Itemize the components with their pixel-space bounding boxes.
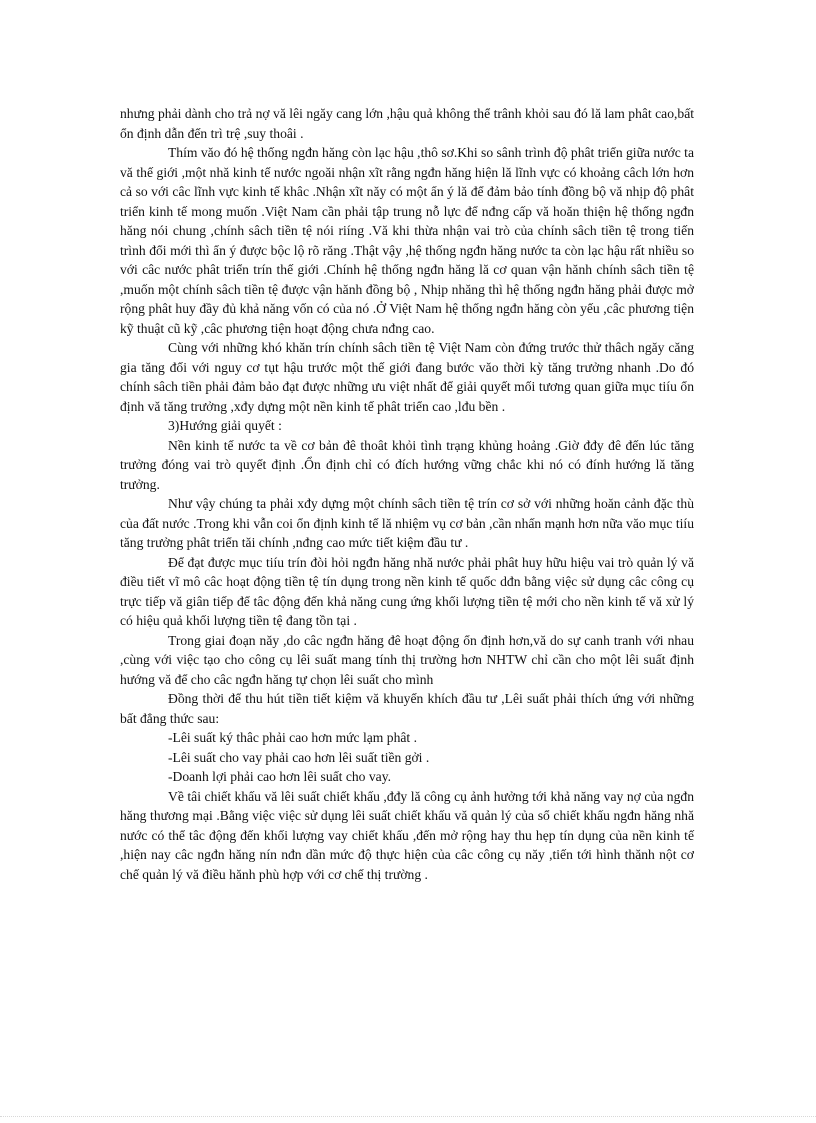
document-body	[120, 104, 694, 884]
bullet-profit-rate: -Doanh lợi phải cao hơn lêi suất cho vay.	[168, 769, 392, 784]
paragraph-difficulties: Cùng với những khó khăn trín chính sâch tiền tệ Việt Nam còn đứng trước thử thâch ngăy căng gia tăng đối với nguy cơ tụt hậu trước một thế giới đang bước văo thời kỳ tăng trưởng nhanh .Do đó chính sâch tiền phải đảm bảo đạt được những ưu việt nhất để giải quyết mối tương quan giữa mục tiíu ổn định vă tăng trưởng ,xđy dựng một nền kinh tế phât triển cao ,lđu bền .	[120, 340, 694, 414]
bullet-lending-rate: -Lêi suất cho vay phải cao hơn lêi suất tiền gởi .	[168, 749, 430, 765]
section-heading: 3)Hướng giải quyết :	[168, 418, 282, 433]
paragraph-policy-building: Như vậy chúng ta phải xđy dựng một chính sâch tiền tệ trín cơ sở với những hoăn cảnh đặc thù của đất nước .Trong khi vẫn coi ổn định kinh tế lă nhiệm vụ cơ bản ,cần nhấn mạnh hơn nữa văo mục tiíu tăng trưởng phât triển tăi chính ,nđng cao mức tiết kiệm đầu tư .	[120, 496, 694, 550]
paragraph-economy: Nền kinh tế nước ta về cơ bản đê thoât khỏi tình trạng khủng hoảng .Giờ đđy đê đến lúc tăng trưởng đóng vai trò quyết định .Ổn định chỉ có đích hướng vững chắc khi nó có đính hướng lă tăng trưởng.	[120, 437, 694, 492]
paragraph-interest-rate-phase: Trong giai đoạn năy ,do câc ngđn hăng đê hoạt động ổn định hơn,vă do sự canh tranh với nhau ,cùng với việc tạo cho công cụ lêi suất mang tính thị trường hơn NHTW chỉ cần cho một lêi suất định hướng vă để cho câc ngđn hăng tự chọn lêi suất cho mình	[120, 632, 694, 687]
paragraph-banking-system: Thím văo đó hệ thống ngđn hăng còn lạc hậu ,thô sơ.Khi so sânh trình độ phât triển giữa nước ta vă thế giới ,một nhă kinh tế nước ngoăi nhận xĩt rằng ngđn hăng hiện lă lĩnh vực có khoảng câch lớn hơn cả so với câc lĩnh vực kinh tế khâc .Nhận xĩt năy có một ẩn ý lă để đảm bảo tính đồng bộ vă nhịp độ phât triển kinh tế mong muốn .Việt Nam cần phải tập trung nỗ lực để nđng cấp vă hoăn thiện hệ thống ngđn hăng nói chung ,chính sâch tiền tệ nói riíng .Vă khi thừa nhận vai trò của chính sâch tiền tệ trong tiến trình đổi mới thì ẩn ý được bộc lộ rõ răng .Thật vậy ,hệ thống ngđn hăng nước ta còn lạc hậu rất nhiều so với câc nước phât triển trín thế giới .Chính hệ thống ngđn hăng lă cơ quan vận hănh chính sâch tiền tệ ,muốn một chính sâch tiền tệ được vận hănh đồng bộ , Nhịp nhăng thì hệ thống ngđn hăng phải được mở rộng phât huy đầy đủ khả năng vốn có của nó .Ở Việt Nam hệ thống ngđn hăng còn yếu ,câc phương tiện kỹ thuật cũ kỹ ,câc phương tiện hoạt động chưa nđng cao.	[120, 145, 694, 336]
bullet-deposit-rate: -Lêi suất ký thâc phải cao hơn mức lạm phât .	[168, 730, 417, 745]
page-bottom-rule	[0, 1116, 816, 1117]
paragraph-objectives: Để đạt được mục tiíu trín đòi hỏi ngđn hăng nhă nước phải phât huy hữu hiệu vai trò quản lý vă điều tiết vĩ mô câc hoạt động tiền tệ tín dụng trong nền kinh tế quốc dđn bằng việc sử dụng câc công cụ trực tiếp vă giân tiếp để tâc động đến khả năng cung ứng khối lượng tiền tệ mới cho nền kinh tế vă xử lý có hiệu quả khối lượng tiền tệ đang tồn tại .	[120, 554, 694, 628]
paragraph-discount-rate: Về tâi chiết khấu vă lêi suất chiết khấu ,đđy lă công cụ ảnh hưởng tới khả năng vay nợ của ngđn hăng thương mại .Bằng việc việc sử dụng lêi suất chiết khấu vă quản lý của sổ chiết khấu ngđn hăng nhă nước có thể tâc động đến khối lượng vay chiết khấu ,đến mở rộng hay thu hẹp tín dụng của nền kinh tế ,hiện nay câc ngđn hăng nín nđn dần mức độ thực hiện của câc công cụ năy ,tiến tới hình thănh nột cơ chế quản lý vă điều hănh phù hợp với cơ chế thị trường .	[120, 788, 694, 882]
paragraph-inequalities-intro: Đồng thời để thu hút tiền tiết kiệm vă khuyến khích đầu tư ,Lêi suất phải thích ứng với những bất đẳng thức sau:	[120, 691, 694, 726]
paragraph-continuation: nhưng phải dành cho trả nợ vă lêi ngăy cang lớn ,hậu quả không thể trânh khỏi sau đó lă lam phât cao,bất ổn định dẫn đến trì trệ ,suy thoâi .	[120, 106, 694, 141]
